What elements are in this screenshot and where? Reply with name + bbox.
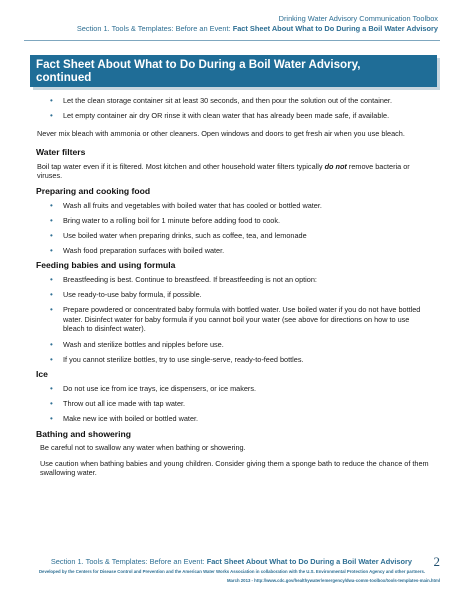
list-item: • Make new ice with boiled or bottled water. — [37, 414, 430, 424]
filters-text-pre: Boil tap water even if it is filtered. Most kitchen and other household water filters typically — [37, 161, 325, 171]
bleach-warning: Never mix bleach with ammonia or other cleaners. Open windows and doors to get fresh air when you use bleach. — [37, 129, 405, 139]
list-item: • Throw out all ice made with tap water. — [37, 399, 430, 409]
main-content — [37, 96, 430, 481]
list-item: • Let empty container air dry OR rinse it with clean water that has already been made safe, if available. — [37, 111, 430, 121]
food-list — [37, 201, 430, 256]
babies-list — [37, 275, 430, 364]
list-item: • Let the clean storage container sit at least 30 seconds, and then pour the solution out of the container. — [37, 96, 430, 106]
ice-list — [37, 384, 430, 424]
footer-source-link: March 2013 - http://www.cdc.gov/healthywater/emergency/dwa-comm-toolbox/tools-templates-main.html — [226, 578, 440, 583]
intro-list — [37, 96, 430, 121]
footer-section-title — [51, 557, 412, 566]
page-number: 2 — [433, 554, 440, 569]
heading-bathing: Bathing and showering — [36, 428, 132, 439]
footer-doc-title: Fact Sheet About What to Do During a Boil Water Advisory — [206, 557, 412, 566]
footer-prefix: Section 1. Tools & Templates: Before an Event: — [50, 557, 207, 566]
heading-ice: Ice — [36, 369, 48, 380]
heading-food: Preparing and cooking food — [36, 185, 151, 196]
footer-credits: Developed by the Centers for Disease Control and Prevention and the American Water Works Association in collaboration with the U.S. Environmental Protection Agency and other partners. — [38, 569, 426, 574]
list-item: • Do not use ice from ice trays, ice dispensers, or ice makers. — [37, 384, 430, 394]
bathing-text-2: Use caution when bathing babies and young children. Consider giving them a sponge bath to reduce the chance of them swallowing water. — [40, 458, 429, 478]
running-header — [77, 14, 438, 34]
section-doc-title: Fact Sheet About What to Do During a Boil Water Advisory — [232, 24, 438, 33]
list-item: • Prepare powdered or concentrated baby formula with bottled water. Use boiled water if you do not have bottled water. Disinfect water for baby formula if you cannot boil your water (see above for directions on how to use bleach to disinfect water). — [37, 305, 430, 334]
list-item: • Use boiled water when preparing drinks, such as coffee, tea, and lemonade — [37, 231, 430, 241]
list-item: • Wash food preparation surfaces with boiled water. — [37, 246, 430, 256]
filters-text-post: remove bacteria or viruses. — [37, 161, 410, 181]
list-item: • Wash and sterilize bottles and nipples before use. — [37, 340, 430, 350]
page-title-banner — [30, 55, 437, 87]
section-title — [77, 24, 438, 34]
water-filters-text — [37, 162, 430, 181]
title-line-1: Fact Sheet About What to Do During a Boil Water Advisory, — [36, 58, 361, 71]
title-line-2: continued — [36, 71, 92, 84]
toolbox-title: Drinking Water Advisory Communication Toolbox — [278, 14, 438, 23]
bathing-text-1: Be careful not to swallow any water when bathing or showering. — [40, 443, 246, 453]
list-item: • If you cannot sterilize bottles, try to use single-serve, ready-to-feed bottles. — [37, 355, 430, 365]
list-item: • Breastfeeding is best. Continue to breastfeed. If breastfeeding is not an option: — [37, 275, 430, 285]
filters-text-emphasis: do not — [324, 161, 347, 171]
heading-water-filters: Water filters — [36, 147, 86, 158]
list-item: • Use ready-to-use baby formula, if possible. — [37, 290, 430, 300]
header-divider — [24, 40, 440, 41]
list-item: • Bring water to a rolling boil for 1 minute before adding food to cook. — [37, 216, 430, 226]
list-item: • Wash all fruits and vegetables with boiled water that has cooled or bottled water. — [37, 201, 430, 211]
heading-babies: Feeding babies and using formula — [36, 260, 176, 271]
section-prefix: Section 1. Tools & Templates: Before an Event: — [76, 24, 233, 33]
